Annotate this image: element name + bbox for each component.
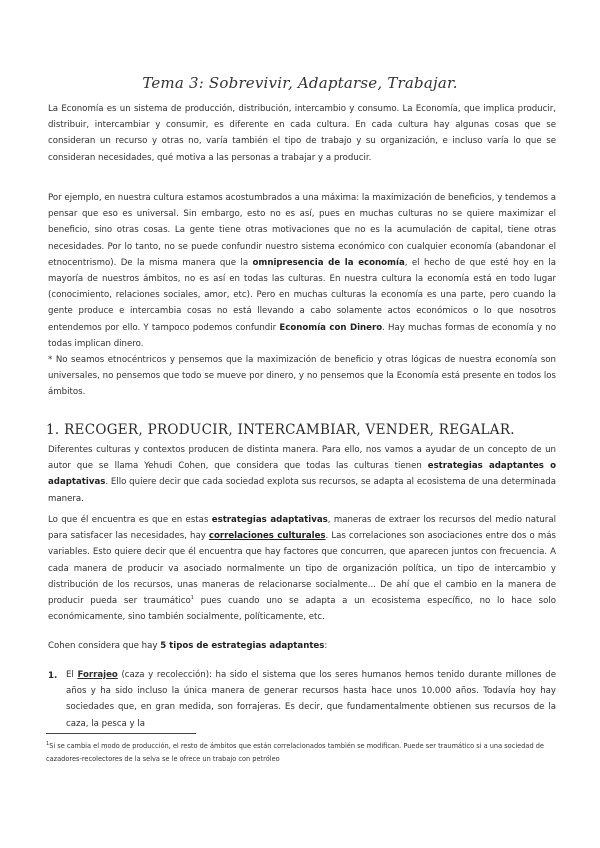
intro-paragraph: La Economía es un sistema de producción, distribución, intercambio y consumo. La Economía, que implica producir, distribuir, intercambiar y consumir, es diferente en cada cultura. En cada cultura hay algunas cosas que se consideran un recurso y otras no, varía también el tipo de trabajo y su organización, e incluso varía lo que se consideran necesidades, qué motiva a las personas a trabajar y a producir. xyxy=(48,104,556,163)
text-run: . Las correlaciones son asociaciones entre dos o más variables. Esto quiere decir que él encuentra que hay factores que concurren, que aparecen juntos con frecuencia. A cada manera de producir va asociado normalmente un tipo de organización política, un tipo de intercambio y distribución de los recursos, unas maneras de relacionarse socialmente... De ahí que el cambio en la manera de producir pueda ser traumático xyxy=(48,531,556,607)
list-item xyxy=(66,667,556,732)
text-run: Lo que él encuentra es que en estas xyxy=(48,515,212,525)
example-paragraph xyxy=(48,190,556,352)
bold-underlined-term: Forrajeo xyxy=(77,670,118,680)
section-heading: 1. RECOGER, PRODUCIR, INTERCAMBIAR, VENDER, REGALAR. xyxy=(46,422,515,438)
bold-term: 5 tipos de estrategias adaptantes xyxy=(160,641,325,651)
footnote-marker: 1 xyxy=(46,740,50,747)
text-run: , el hecho de que esté hoy en la mayoría de nuestros ámbitos, no es así en todas las culturas. En nuestra cultura la economía está en todo lugar (conocimiento, relaciones sociales, amor, etc). Pero en muchas culturas la economía es una parte, pero cuando la gente produce e intercambia cosas no está llevando a cabo solamente actos económicos o lo que nosotros entendemos por ello. Y tampoco podemos confundir xyxy=(48,257,556,333)
text-run: El xyxy=(66,670,78,680)
text-run: Cohen considera que hay xyxy=(48,641,161,651)
footnote xyxy=(46,740,556,766)
footnote-divider xyxy=(46,733,196,734)
section-paragraph-3 xyxy=(48,638,556,654)
footnote-marker: 1 xyxy=(190,595,194,602)
note-paragraph: * No seamos etnocéntricos y pensemos que la maximización de beneficio y otras lógicas de nuestra economía son universales, no pensemos que todo se mueve por dinero, y no pensemos que la Economía está presente en todos los ámbitos. xyxy=(48,355,556,398)
text-run: Por ejemplo, en nuestra cultura estamos acostumbrados a una máxima: la maximización de beneficios, y tendemos a pensar que eso es universal. Sin embargo, esto no es así, pues en muchas culturas no se quiere maximizar el beneficio, sino otras cosas. La gente tiene otras motivaciones que no es la acumulación de capital, tiene otras necesidades. Por lo tanto, no se puede confundir nuestro sistema económico con cualquier economía (abandonar el etnocentrismo). De la misma manera que la xyxy=(48,193,556,268)
bold-term: estrategias adaptantes o adaptativas xyxy=(48,461,556,488)
section-paragraph-2 xyxy=(48,512,556,625)
footnote-text: Si se cambia el modo de producción, el resto de ámbitos que están correlacionados también se modifican. Puede ser traumático si a una sociedad de cazadores-recolectores de la selva se le ofrece un trabajo con petróleo xyxy=(46,742,544,763)
page-title: Tema 3: Sobrevivir, Adaptarse, Trabajar. xyxy=(142,74,458,92)
bold-term: estrategias adaptativas xyxy=(211,515,328,525)
text-run: (caza y recolección): ha sido el sistema que los seres humanos hemos tenido durante millones de años y ha sido incluso la única manera de generar recursos hasta hace unos 10.000 años. Todavía hoy hay sociedades que, en gran medida, son forrajeras. Es decir, que fundamentalmente obtienen sus recursos de la caza, la pesca y la xyxy=(66,670,556,729)
text-run: Diferentes culturas y contextos producen de distinta manera. Para ello, nos vamos a ayudar de un concepto de un autor que se llama Yehudi Cohen, que considera que todas las culturas tienen xyxy=(48,445,556,472)
text-run: , maneras de extraer los recursos del medio natural para satisfacer las necesidades, hay xyxy=(48,515,556,542)
section-paragraph-1 xyxy=(48,442,556,507)
text-run: : xyxy=(324,641,328,651)
list-item-number: 1. xyxy=(48,671,58,681)
bold-underlined-term: correlaciones culturales xyxy=(208,531,326,542)
text-run: . Hay muchas formas de economía y no todas implican dinero. xyxy=(48,322,556,349)
text-run: pues cuando uno se adapta a un ecosistema específico, no lo hace solo económicamente, sino también socialmente, políticamente, etc. xyxy=(48,596,557,623)
text-run: . Ello quiere decir que cada sociedad explota sus recursos, se adapta al ecosistema de una determinada manera. xyxy=(48,477,556,504)
bold-term: omnipresencia de la economía xyxy=(252,257,405,268)
bold-term: Economía con Dinero xyxy=(279,322,383,333)
